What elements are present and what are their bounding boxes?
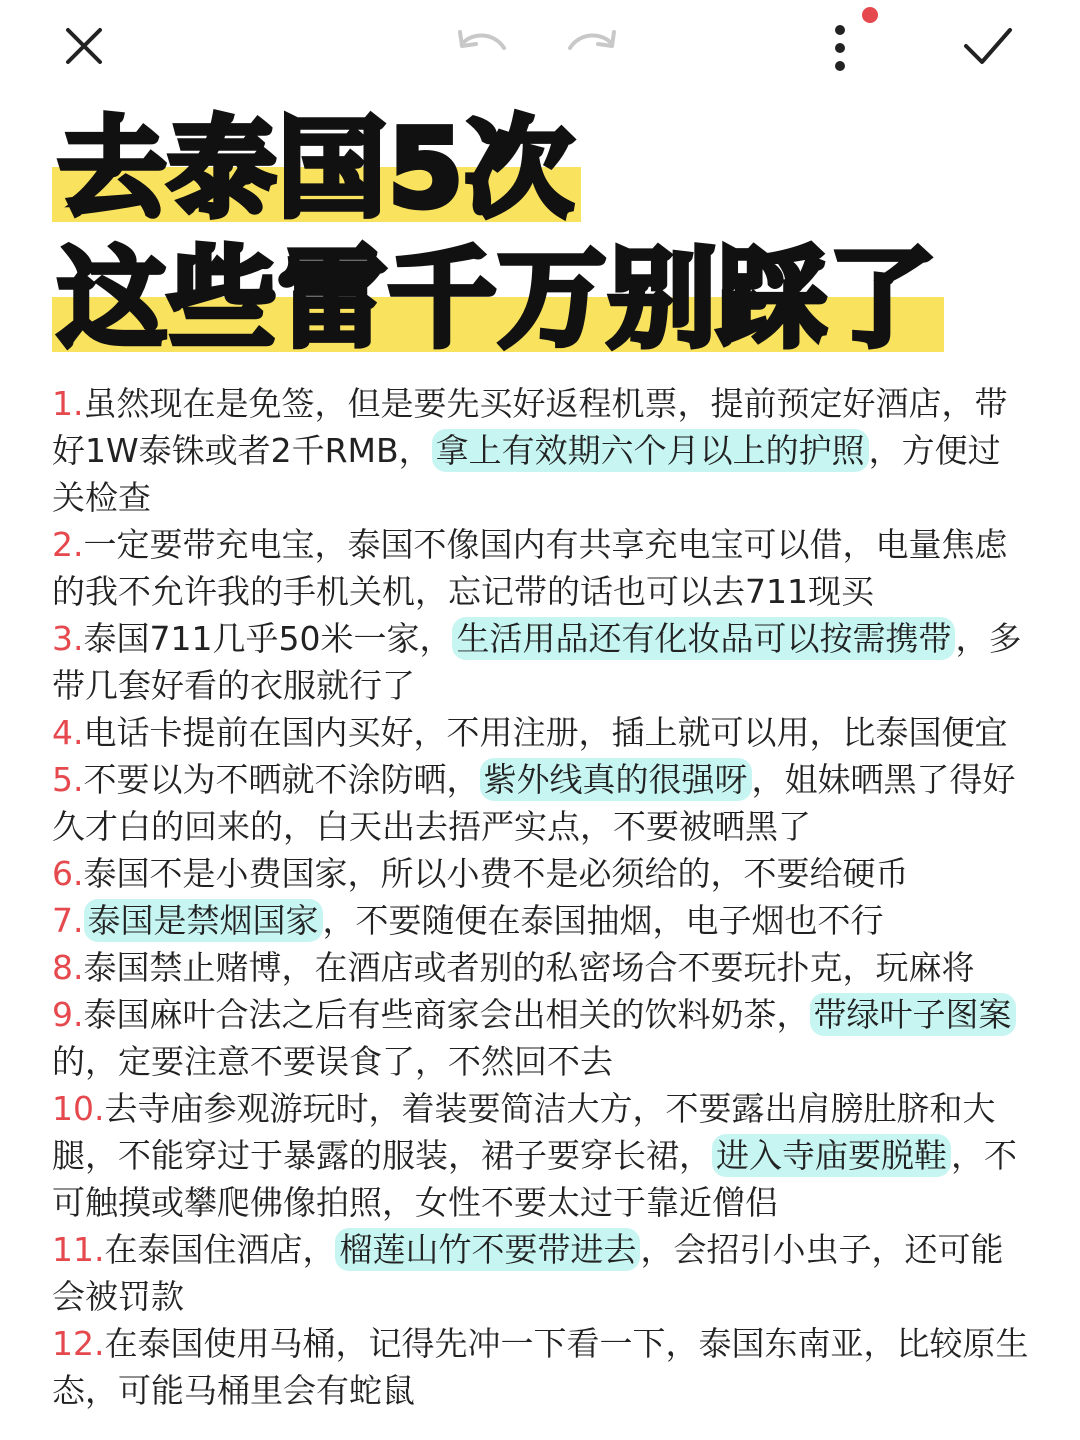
item-number: 12. [52, 1324, 105, 1363]
item-highlight: 带绿叶子图案 [810, 993, 1016, 1036]
item-text: 电话卡提前在国内买好，不用注册，插上就可以用，比泰国便宜 [83, 713, 1008, 752]
page-title [52, 105, 1052, 365]
item-text-tail: ，不要随便在泰国抽烟，电子烟也不行 [322, 901, 884, 940]
item-text-tail: ，姐妹晒黑了得好久才白的回来的，白天出去捂严实点，不要被晒黑了 [52, 760, 1016, 846]
item-text: 泰国不是小费国家，所以小费不是必须给的，不要给硬币 [83, 854, 909, 893]
undo-button[interactable] [452, 24, 512, 68]
list-item [52, 1226, 1032, 1320]
check-icon [960, 22, 1016, 70]
item-number: 9. [52, 995, 84, 1034]
item-number: 2. [52, 525, 84, 564]
list-item [52, 1320, 1032, 1414]
close-button[interactable] [58, 20, 110, 72]
redo-icon [562, 24, 622, 68]
list-item [52, 756, 1032, 850]
list-item [52, 850, 1032, 897]
item-text-tail: ，多带几套好看的衣服就行了 [52, 619, 1022, 705]
item-number: 5. [52, 760, 84, 799]
list-item [52, 1085, 1032, 1226]
title-line-1: 去泰国5次 [52, 107, 581, 232]
item-text: 泰国麻叶合法之后有些商家会出相关的饮料奶茶， [83, 995, 810, 1034]
note-body[interactable] [52, 380, 1032, 1414]
notification-dot [862, 7, 878, 23]
item-number: 8. [52, 948, 84, 987]
item-number: 6. [52, 854, 84, 893]
item-highlight: 榴莲山竹不要带进去 [335, 1228, 640, 1271]
more-icon [818, 4, 882, 74]
item-text: 在泰国住酒店， [104, 1230, 336, 1269]
item-text: 虽然现在是免签，但是要先买好返程机票，提前预定好酒店，带好1W泰铢或者2千RMB， [52, 384, 1008, 470]
editor-toolbar [0, 0, 1080, 95]
item-number: 11. [52, 1230, 105, 1269]
item-number: 3. [52, 619, 84, 658]
list-item [52, 991, 1032, 1085]
undo-icon [452, 24, 512, 68]
item-text: 在泰国使用马桶，记得先冲一下看一下，泰国东南亚，比较原生态，可能马桶里会有蛇鼠 [52, 1324, 1029, 1410]
list-item [52, 380, 1032, 521]
title-line-2: 这些雷千万别踩了 [52, 237, 944, 362]
item-text-tail: ，不可触摸或攀爬佛像拍照，女性不要太过于靠近僧侣 [52, 1136, 1017, 1222]
item-number: 7. [52, 901, 84, 940]
item-number: 4. [52, 713, 84, 752]
close-icon [62, 24, 106, 68]
item-highlight: 泰国是禁烟国家 [84, 899, 323, 942]
more-button[interactable] [818, 4, 882, 74]
list-item [52, 709, 1032, 756]
item-highlight: 紫外线真的很强呀 [480, 758, 752, 801]
list-item [52, 897, 1032, 944]
item-highlight: 生活用品还有化妆品可以按需携带 [452, 617, 955, 660]
item-text: 不要以为不晒就不涂防晒， [83, 760, 480, 799]
item-text-tail: ，方便过关检查 [52, 431, 1001, 517]
confirm-button[interactable] [960, 22, 1016, 70]
item-highlight: 拿上有效期六个月以上的护照 [432, 429, 869, 472]
item-text: 泰国禁止赌博，在酒店或者别的私密场合不要玩扑克，玩麻将 [83, 948, 975, 987]
item-number: 1. [52, 384, 84, 423]
list-item [52, 615, 1032, 709]
item-text: 一定要带充电宝，泰国不像国内有共享充电宝可以借，电量焦虑的我不允许我的手机关机，忘记带的话也可以去711现买 [52, 525, 1008, 611]
list-item [52, 944, 1032, 991]
item-text-tail: 的，定要注意不要误食了，不然回不去 [52, 1042, 613, 1081]
item-highlight: 进入寺庙要脱鞋 [712, 1134, 951, 1177]
redo-button[interactable] [562, 24, 622, 68]
item-text: 泰国711几乎50米一家， [83, 619, 453, 658]
item-text-tail: ，会招引小虫子，还可能会被罚款 [52, 1230, 1004, 1316]
item-text: 去寺庙参观游玩时，着装要简洁大方，不要露出肩膀肚脐和大腿，不能穿过于暴露的服装，裙子要穿长裙， [52, 1089, 996, 1175]
list-item [52, 521, 1032, 615]
item-number: 10. [52, 1089, 105, 1128]
